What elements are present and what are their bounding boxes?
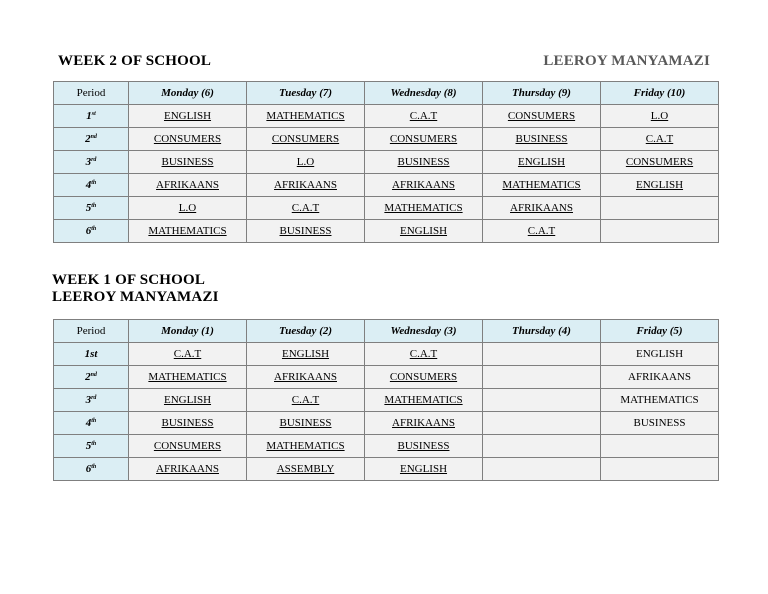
- subject-cell: ENGLISH: [601, 174, 719, 197]
- subject-cell: AFRIKAANS: [247, 366, 365, 389]
- subject-cell: [483, 389, 601, 412]
- period-label: 6th: [54, 458, 129, 481]
- subject-cell: AFRIKAANS: [247, 174, 365, 197]
- subject-cell: ENGLISH: [129, 389, 247, 412]
- table-row: [54, 197, 719, 220]
- period-label: 5th: [54, 435, 129, 458]
- subject-cell: MATHEMATICS: [129, 220, 247, 243]
- subject-cell: C.A.T: [247, 197, 365, 220]
- table-row: [54, 458, 719, 481]
- day-header: Friday (5): [601, 320, 719, 343]
- subject-cell: ENGLISH: [247, 343, 365, 366]
- day-header: Monday (6): [129, 82, 247, 105]
- table-row: [54, 412, 719, 435]
- day-header: Tuesday (2): [247, 320, 365, 343]
- subject-cell: [483, 343, 601, 366]
- day-header: Wednesday (8): [365, 82, 483, 105]
- subject-cell: [483, 366, 601, 389]
- week1-timetable: [53, 319, 719, 481]
- subject-cell: C.A.T: [129, 343, 247, 366]
- day-header: Tuesday (7): [247, 82, 365, 105]
- subject-cell: MATHEMATICS: [601, 389, 719, 412]
- day-header: Wednesday (3): [365, 320, 483, 343]
- subject-cell: C.A.T: [365, 343, 483, 366]
- table-row: [54, 105, 719, 128]
- subject-cell: MATHEMATICS: [365, 197, 483, 220]
- subject-cell: C.A.T: [483, 220, 601, 243]
- subject-cell: [601, 458, 719, 481]
- period-label: 6th: [54, 220, 129, 243]
- subject-cell: [601, 220, 719, 243]
- subject-cell: AFRIKAANS: [483, 197, 601, 220]
- table-row: [54, 389, 719, 412]
- subject-cell: ENGLISH: [483, 151, 601, 174]
- subject-cell: L.O: [601, 105, 719, 128]
- day-header: Thursday (4): [483, 320, 601, 343]
- period-label: 3rd: [54, 151, 129, 174]
- subject-cell: L.O: [129, 197, 247, 220]
- table-row: [54, 128, 719, 151]
- subject-cell: AFRIKAANS: [365, 174, 483, 197]
- subject-cell: CONSUMERS: [365, 366, 483, 389]
- subject-cell: AFRIKAANS: [601, 366, 719, 389]
- period-label: 1st: [54, 105, 129, 128]
- table-row: [54, 435, 719, 458]
- subject-cell: CONSUMERS: [129, 435, 247, 458]
- week2-timetable: [53, 81, 719, 243]
- subject-cell: CONSUMERS: [601, 151, 719, 174]
- subject-cell: CONSUMERS: [247, 128, 365, 151]
- subject-cell: C.A.T: [247, 389, 365, 412]
- subject-cell: C.A.T: [365, 105, 483, 128]
- period-label: 3rd: [54, 389, 129, 412]
- subject-cell: MATHEMATICS: [483, 174, 601, 197]
- subject-cell: CONSUMERS: [365, 128, 483, 151]
- subject-cell: BUSINESS: [129, 151, 247, 174]
- subject-cell: MATHEMATICS: [247, 105, 365, 128]
- subject-cell: ENGLISH: [129, 105, 247, 128]
- day-header: Friday (10): [601, 82, 719, 105]
- table-row: [54, 366, 719, 389]
- subject-cell: AFRIKAANS: [129, 174, 247, 197]
- subject-cell: BUSINESS: [365, 435, 483, 458]
- subject-cell: BUSINESS: [129, 412, 247, 435]
- table-row: [54, 343, 719, 366]
- subject-cell: BUSINESS: [601, 412, 719, 435]
- period-label: 1st: [54, 343, 129, 366]
- subject-cell: [483, 458, 601, 481]
- subject-cell: MATHEMATICS: [129, 366, 247, 389]
- subject-cell: MATHEMATICS: [247, 435, 365, 458]
- subject-cell: BUSINESS: [247, 412, 365, 435]
- subject-cell: [601, 197, 719, 220]
- table-row: [54, 220, 719, 243]
- period-label: 4th: [54, 174, 129, 197]
- subject-cell: BUSINESS: [365, 151, 483, 174]
- subject-cell: AFRIKAANS: [365, 412, 483, 435]
- period-label: 2nd: [54, 366, 129, 389]
- subject-cell: ENGLISH: [601, 343, 719, 366]
- table-row: [54, 151, 719, 174]
- week2-student-name: LEEROY MANYAMAZI: [543, 53, 710, 69]
- subject-cell: C.A.T: [601, 128, 719, 151]
- week2-title: WEEK 2 OF SCHOOL: [58, 53, 212, 69]
- subject-cell: AFRIKAANS: [129, 458, 247, 481]
- period-header: Period: [54, 82, 129, 105]
- period-label: 2nd: [54, 128, 129, 151]
- subject-cell: CONSUMERS: [129, 128, 247, 151]
- subject-cell: [483, 412, 601, 435]
- day-header: Monday (1): [129, 320, 247, 343]
- week1-title: WEEK 1 OF SCHOOL: [52, 272, 206, 288]
- subject-cell: ASSEMBLY: [247, 458, 365, 481]
- subject-cell: ENGLISH: [365, 458, 483, 481]
- period-label: 4th: [54, 412, 129, 435]
- subject-cell: [601, 435, 719, 458]
- day-header: Thursday (9): [483, 82, 601, 105]
- subject-cell: BUSINESS: [483, 128, 601, 151]
- subject-cell: ENGLISH: [365, 220, 483, 243]
- table-row: [54, 174, 719, 197]
- week1-student-name: LEEROY MANYAMAZI: [52, 289, 219, 305]
- subject-cell: CONSUMERS: [483, 105, 601, 128]
- subject-cell: L.O: [247, 151, 365, 174]
- subject-cell: [483, 435, 601, 458]
- week2-header-row: [54, 82, 719, 105]
- period-header: Period: [54, 320, 129, 343]
- subject-cell: BUSINESS: [247, 220, 365, 243]
- subject-cell: MATHEMATICS: [365, 389, 483, 412]
- period-label: 5th: [54, 197, 129, 220]
- week1-header-row: [54, 320, 719, 343]
